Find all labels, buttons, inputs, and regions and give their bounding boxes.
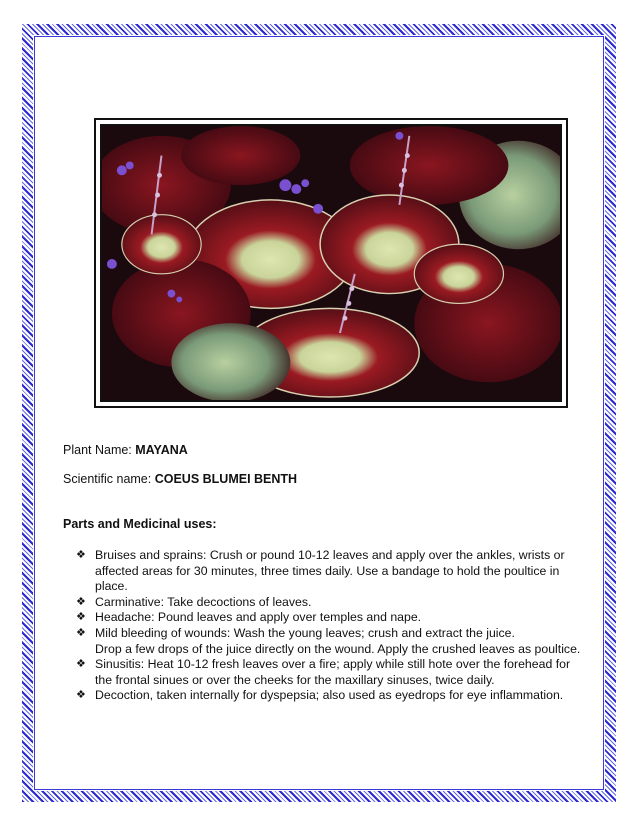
diamond-bullet-icon: ❖ — [76, 658, 86, 671]
list-item — [76, 657, 586, 688]
diamond-bullet-icon: ❖ — [76, 549, 86, 561]
diamond-bullet-icon: ❖ — [76, 595, 86, 608]
scientific-name-line — [63, 472, 297, 486]
diamond-bullet-icon: ❖ — [76, 626, 86, 639]
list-item — [76, 626, 586, 657]
scientific-name-value: COEUS BLUMEI BENTH — [154, 472, 298, 486]
list-item — [76, 548, 586, 595]
use-text: Headache: Pound leaves and apply over temples and nape. — [95, 610, 422, 625]
plant-name-line — [63, 443, 188, 457]
list-item — [76, 610, 586, 626]
diamond-bullet-icon: ❖ — [76, 689, 86, 702]
scientific-name-label: Scientific name: — [63, 472, 152, 486]
uses-heading: Parts and Medicinal uses: — [63, 517, 217, 531]
diamond-bullet-icon: ❖ — [76, 611, 86, 624]
use-text: Bruises and sprains: Crush or pound 10-12 leaves and apply over the ankles, wrists or affected areas for 30 minutes, three times daily. Use a bandage to hold the poultice in place. — [95, 548, 565, 594]
use-text: Mild bleeding of wounds: Wash the young leaves; crush and extract the juice. — [95, 625, 515, 640]
use-text: Carminative: Take decoctions of leaves. — [95, 594, 312, 609]
list-item — [76, 688, 586, 704]
list-item — [76, 595, 586, 611]
plant-name-value: MAYANA — [135, 443, 188, 457]
plant-name-label: Plant Name: — [63, 443, 132, 457]
plant-photo — [102, 126, 560, 400]
medicinal-uses-list — [76, 548, 586, 704]
plant-photo-frame — [94, 118, 568, 408]
use-text: Sinusitis: Heat 10-12 fresh leaves over a fire; apply while still hote over the forehead for the frontal sinues or over the cheeks for the maxillary sinuses, twice daily. — [95, 657, 571, 687]
use-text: Decoction, taken internally for dyspepsia; also used as eyedrops for eye inflammation. — [95, 688, 564, 703]
use-text-continued: Drop a few drops of the juice directly on the wound. Apply the crushed leaves as poultice. — [95, 641, 581, 656]
